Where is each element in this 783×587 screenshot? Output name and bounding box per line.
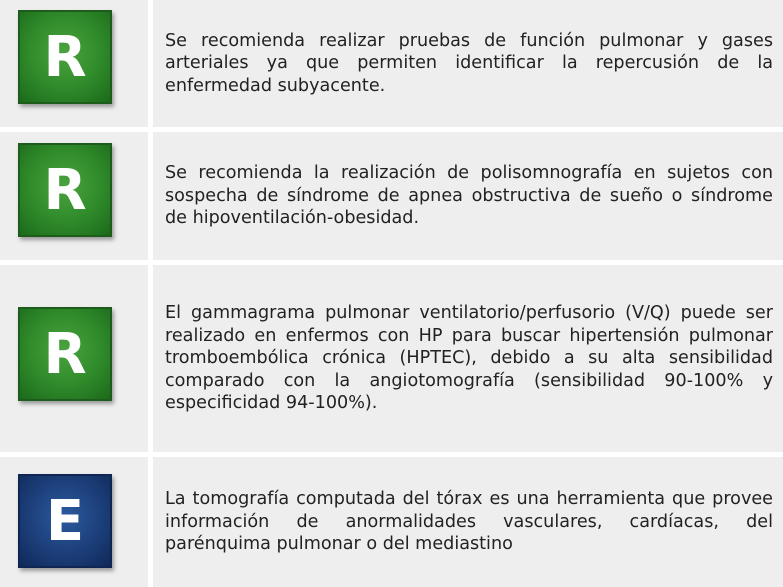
recommendation-text: Se recomienda la realización de polisomnografía en sujetos con sospecha de síndrome de apnea obstructiva de sueño o síndrome de hipoventilación-obesidad.: [165, 163, 773, 229]
badge-cell: [0, 457, 148, 587]
text-cell: [153, 0, 783, 127]
text-cell: [153, 457, 783, 587]
badge-cell: [0, 265, 148, 452]
recommendation-text: Se recomienda realizar pruebas de función pulmonar y gases arteriales ya que permiten identificar la repercusión de la enfermedad subyacente.: [165, 30, 773, 96]
evidence-text: La tomografía computada del tórax es una herramienta que provee información de anormalidades vasculares, cardíacas, del parénquima pulmonar o del mediastino: [165, 489, 773, 555]
text-cell: [153, 265, 783, 452]
evidence-row: [0, 457, 783, 587]
badge-cell: [0, 0, 148, 127]
text-cell: [153, 132, 783, 260]
evidence-badge: E: [18, 474, 112, 568]
recommendation-text: El gammagrama pulmonar ventilatorio/perfusorio (V/Q) puede ser realizado en enfermos con HP para buscar hipertensión pulmonar tromboembólica crónica (HPTEC), debido a su alta sensibilidad comparado con la angiotomografía (sensibilidad 90-100% y especificidad 94-100%).: [165, 303, 773, 414]
recommendation-badge: R: [18, 307, 112, 401]
recommendation-row-1: [0, 0, 783, 127]
recommendation-badge: R: [18, 143, 112, 237]
recommendation-badge: R: [18, 10, 112, 104]
recommendation-row-3: [0, 265, 783, 452]
recommendation-row-2: [0, 132, 783, 260]
badge-cell: [0, 132, 148, 260]
